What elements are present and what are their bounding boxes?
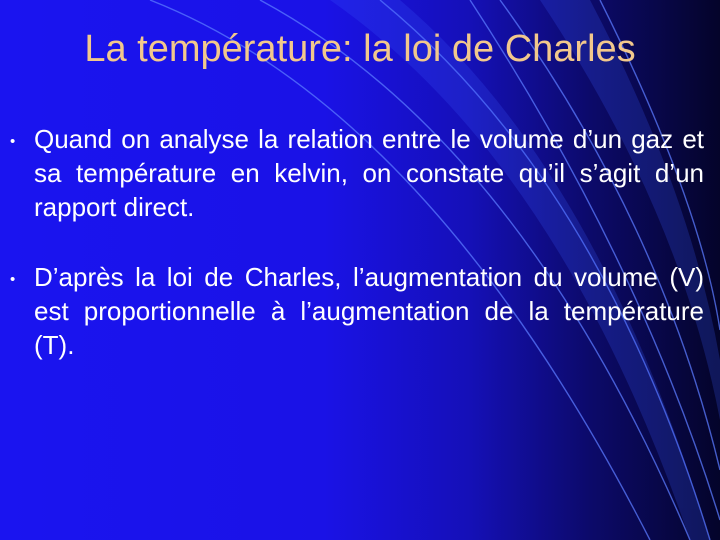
- bullet-marker: •: [10, 133, 16, 150]
- bullet-item: [0, 260, 720, 362]
- bullet-item: [0, 122, 720, 224]
- bullet-marker: •: [10, 271, 16, 288]
- bullet-text: D’après la loi de Charles, l’augmentation du volume (V) est proportionnelle à l’augmentation de la température (T).: [34, 262, 704, 360]
- slide-title: La température: la loi de Charles: [84, 28, 636, 70]
- bullet-list: [0, 122, 720, 398]
- bullet-text: Quand on analyse la relation entre le volume d’un gaz et sa température en kelvin, on constate qu’il s’agit d’un rapport direct.: [34, 124, 704, 222]
